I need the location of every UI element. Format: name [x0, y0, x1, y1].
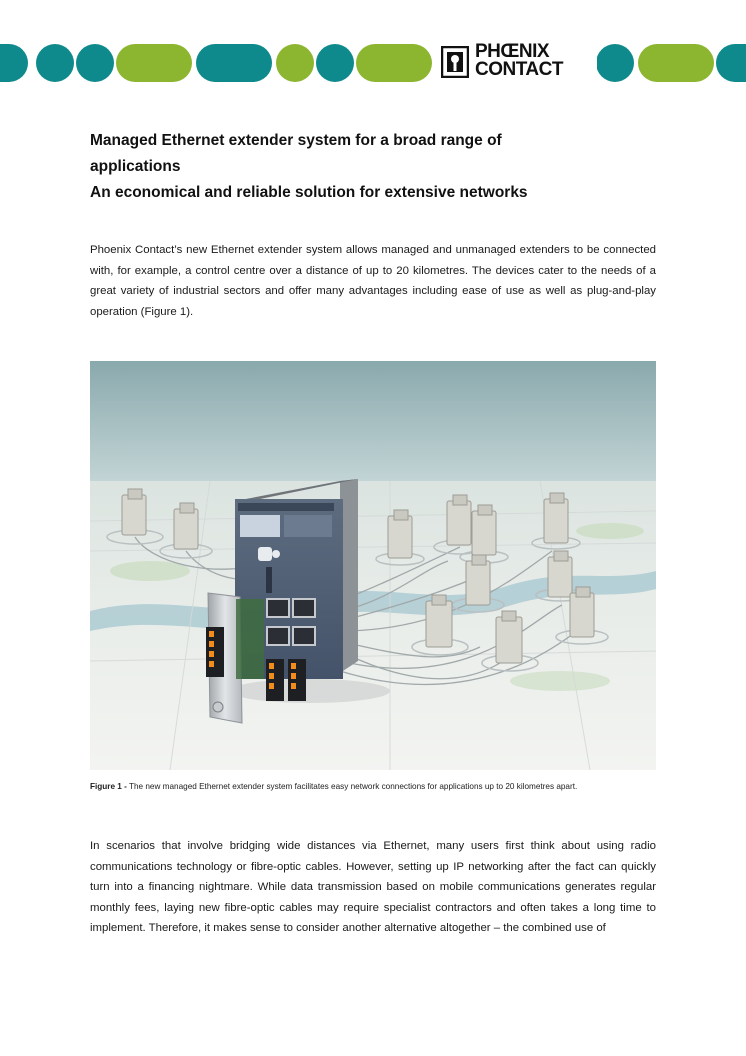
phoenix-contact-logo [437, 40, 597, 86]
banner-pill [276, 44, 314, 82]
caption-text: The new managed Ethernet extender system facilitates easy network connections for applications up to 20 kilometres apart. [126, 782, 578, 791]
banner-pill [316, 44, 354, 82]
figure-image [90, 361, 656, 770]
banner-pill [356, 44, 432, 82]
banner-pill [196, 44, 272, 82]
banner-pill [0, 44, 28, 82]
body-paragraph: In scenarios that involve bridging wide distances via Ethernet, many users first think about using radio communications technology or fibre-optic cables. However, setting up IP networking after the fact can quickly turn into a financing nightmare. While data transmission based on mobile communications generates regular monthly fees, laying new fibre-optic cables may require specialist contractors and often takes a long time to implement. Therefore, it makes sense to consider another alternative altogether – the combined use of [90, 840, 656, 934]
banner-pill [36, 44, 74, 82]
logo-text-line2: CONTACT [475, 59, 563, 80]
title-line: applications [90, 158, 181, 175]
intro-paragraph: Phoenix Contact’s new Ethernet extender system allows managed and unmanaged extenders to be connected with, for example, a control centre over a distance of up to 20 kilometres. The devices cater to the needs of a great variety of industrial sectors and offer many advantages including ease of use as well as plug-and-play operation (Figure 1). [90, 244, 656, 318]
banner-pill [638, 44, 714, 82]
banner-pill [716, 44, 746, 82]
figure-caption [90, 779, 656, 794]
banner-pill [596, 44, 634, 82]
subtitle: An economical and reliable solution for extensive networks [90, 184, 528, 201]
banner-pill [76, 44, 114, 82]
article-title [90, 128, 660, 206]
logo-text-line1: PHŒNIX [475, 41, 550, 62]
title-line: Managed Ethernet extender system for a broad range of [90, 132, 502, 149]
product-photo-illustration [90, 361, 656, 770]
header-banner [0, 40, 746, 86]
phoenix-logo-icon [441, 46, 469, 78]
caption-label: Figure 1 - [90, 782, 127, 791]
banner-pill [116, 44, 192, 82]
